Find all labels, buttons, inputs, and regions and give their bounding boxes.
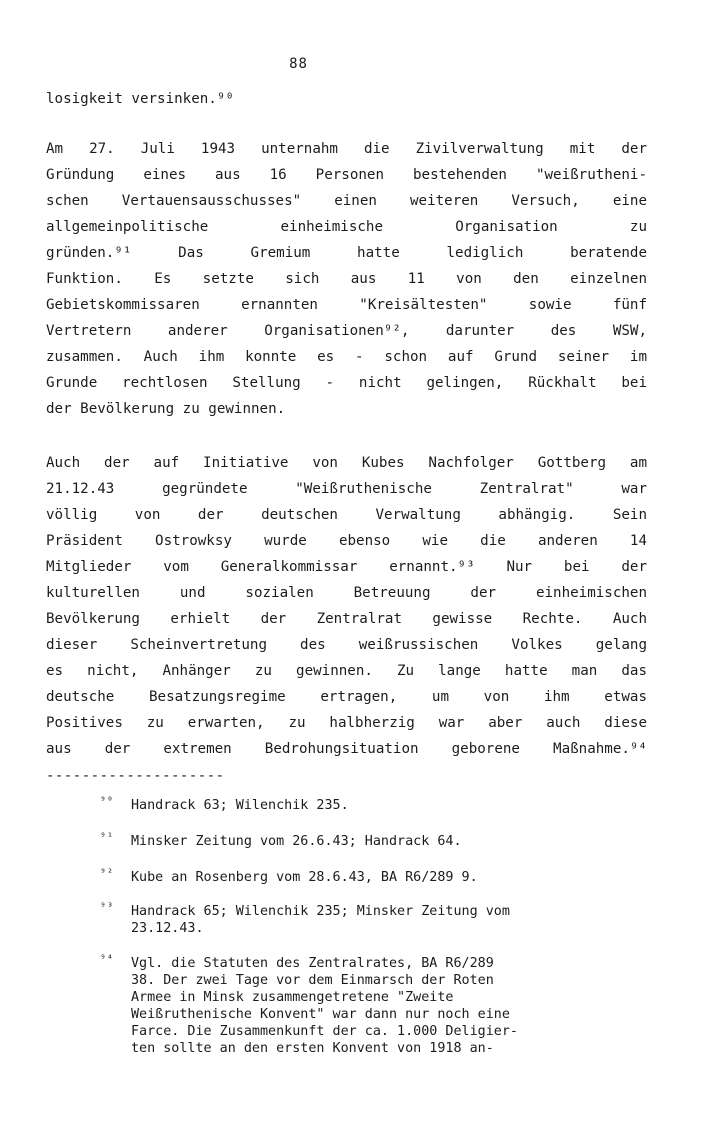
text-line: Gebietskommissaren ernannten "Kreisältesten" sowie fünf: [46, 297, 647, 313]
text-line: der Bevölkerung zu gewinnen.: [46, 401, 286, 417]
text-line: allgemeinpolitische einheimische Organisation zu: [46, 219, 647, 235]
text-line: dieser Scheinvertretung des weißrussischen Volkes gelang: [46, 637, 647, 653]
footnote-line: Farce. Die Zusammenkunft der ca. 1.000 Deligier-: [131, 1024, 518, 1039]
text-line: Positives zu erwarten, zu halbherzig war aber auch diese: [46, 715, 647, 731]
footnote-line: Kube an Rosenberg vom 28.6.43, BA R6/289 9.: [131, 870, 478, 885]
footnote-line: Vgl. die Statuten des Zentralrates, BA R6/289: [131, 956, 494, 971]
text-line: zusammen. Auch ihm konnte es - schon auf Grund seiner im: [46, 349, 647, 365]
text-line: Mitglieder vom Generalkommissar ernannt.⁹³ Nur bei der: [46, 559, 647, 575]
footnote-line: Minsker Zeitung vom 26.6.43; Handrack 64.: [131, 834, 462, 849]
text-line: gründen.⁹¹ Das Gremium hatte lediglich beratende: [46, 245, 647, 261]
footnote-mark: ⁹¹: [100, 832, 115, 843]
text-line: Vertretern anderer Organisationen⁹², darunter des WSW,: [46, 323, 647, 339]
text-line: Auch der auf Initiative von Kubes Nachfolger Gottberg am: [46, 455, 647, 471]
page-number: 88: [289, 56, 308, 72]
text-line: es nicht, Anhänger zu gewinnen. Zu lange hatte man das: [46, 663, 647, 679]
footnote-line: ten sollte an den ersten Konvent von 1918 an-: [131, 1041, 494, 1056]
footnote-separator: --------------------: [46, 768, 225, 784]
footnote-line: 38. Der zwei Tage vor dem Einmarsch der Roten: [131, 973, 494, 988]
text-line: Am 27. Juli 1943 unternahm die Zivilverwaltung mit der: [46, 141, 647, 157]
footnote-line: Armee in Minsk zusammengetretene "Zweite: [131, 990, 454, 1005]
footnote-mark: ⁹⁰: [100, 796, 115, 807]
footnote-line: Weißruthenische Konvent" war dann nur noch eine: [131, 1007, 510, 1022]
text-line: völlig von der deutschen Verwaltung abhängig. Sein: [46, 507, 647, 523]
text-line: aus der extremen Bedrohungsituation geborene Maßnahme.⁹⁴: [46, 741, 647, 757]
text-line: Grunde rechtlosen Stellung - nicht gelingen, Rückhalt bei: [46, 375, 647, 391]
footnote-line: Handrack 63; Wilenchik 235.: [131, 798, 349, 813]
text-line: schen Vertauensausschusses" einen weiteren Versuch, eine: [46, 193, 647, 209]
footnote-mark: ⁹²: [100, 868, 115, 879]
footnote-mark: ⁹³: [100, 902, 115, 913]
footnote-line: Handrack 65; Wilenchik 235; Minsker Zeitung vom: [131, 904, 510, 919]
text-line: losigkeit versinken.⁹⁰: [46, 91, 234, 107]
text-line: Gründung eines aus 16 Personen bestehenden "weißrutheni-: [46, 167, 647, 183]
text-line: Präsident Ostrowksy wurde ebenso wie die anderen 14: [46, 533, 647, 549]
text-line: deutsche Besatzungsregime ertragen, um von ihm etwas: [46, 689, 647, 705]
text-line: kulturellen und sozialen Betreuung der einheimischen: [46, 585, 647, 601]
text-line: Funktion. Es setzte sich aus 11 von den einzelnen: [46, 271, 647, 287]
text-line: 21.12.43 gegründete "Weißruthenische Zentralrat" war: [46, 481, 647, 497]
footnote-line: 23.12.43.: [131, 921, 204, 936]
text-line: Bevölkerung erhielt der Zentralrat gewisse Rechte. Auch: [46, 611, 647, 627]
footnote-mark: ⁹⁴: [100, 954, 115, 965]
